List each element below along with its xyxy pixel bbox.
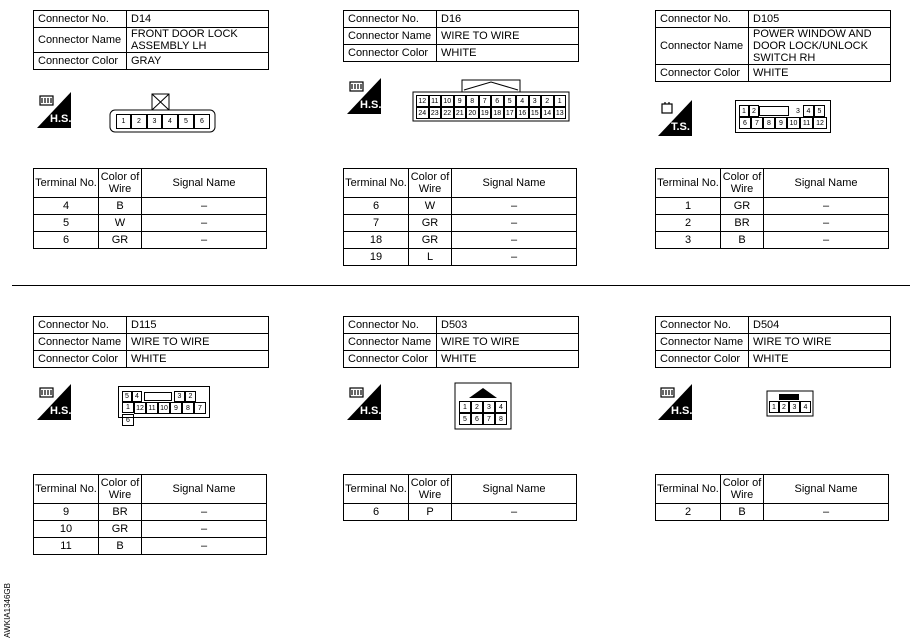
connector-info-table: Connector No. D14 Connector Name FRONT DOOR LOCK ASSEMBLY LH Connector Color GRAY bbox=[33, 10, 269, 70]
connector-number: D14 bbox=[127, 11, 269, 28]
harness-side-badge bbox=[37, 384, 71, 420]
pin-grid: 1 2 3 4 5 6 7 8 9 10 11 12 bbox=[735, 100, 831, 133]
badge-label: T.S. bbox=[671, 121, 690, 133]
key-slot bbox=[144, 392, 172, 401]
connector-name: FRONT DOOR LOCK ASSEMBLY LH bbox=[127, 28, 269, 53]
table-row: 6 GR – bbox=[34, 232, 267, 249]
connector-name: WIRE TO WIRE bbox=[437, 28, 579, 45]
harness-side-badge bbox=[347, 78, 381, 114]
connector-color: WHITE bbox=[437, 45, 579, 62]
table-row: 6 P – bbox=[344, 504, 577, 521]
connector-number: D115 bbox=[127, 317, 269, 334]
connector-d14 bbox=[33, 10, 269, 70]
table-row: 9 BR – bbox=[34, 504, 267, 521]
connector-d504 bbox=[655, 316, 891, 368]
table-row: 19 L – bbox=[344, 249, 577, 266]
connector-d16 bbox=[343, 10, 579, 62]
terminal-side-badge bbox=[658, 100, 692, 136]
terminal-table-d14: Terminal No. Color of Wire Signal Name 4 B – 5 W – 6 GR – bbox=[33, 168, 267, 249]
connector-name: WIRE TO WIRE bbox=[127, 334, 269, 351]
connector-color: WHITE bbox=[127, 351, 269, 368]
connector-number: D16 bbox=[437, 11, 579, 28]
harness-side-badge bbox=[658, 384, 692, 420]
pin-grid: 5 4 3 2 1 12 11 10 9 8 7 6 bbox=[118, 386, 210, 418]
connector-d105 bbox=[655, 10, 891, 82]
terminal-table-d16: Terminal No. Color of Wire Signal Name 6 W – 7 GR – 18 GR – 19 L – bbox=[343, 168, 577, 266]
connector-info-table: Connector No. D504 Connector Name WIRE TO WIRE Connector Color WHITE bbox=[655, 316, 891, 368]
connector-number: D504 bbox=[749, 317, 891, 334]
pin-row-top: 1 2 3 4 bbox=[769, 401, 811, 413]
badge-label: H.S. bbox=[671, 405, 693, 417]
harness-side-badge bbox=[37, 92, 71, 128]
table-row: 1 GR – bbox=[656, 198, 889, 215]
terminal-table-d115: Terminal No. Color of Wire Signal Name 9 BR – 10 GR – 11 B – bbox=[33, 474, 267, 555]
table-row: 2 B – bbox=[656, 504, 889, 521]
connector-face-d16 bbox=[412, 78, 570, 122]
table-row: 5 W – bbox=[34, 215, 267, 232]
connector-name: WIRE TO WIRE bbox=[437, 334, 579, 351]
connector-name: WIRE TO WIRE bbox=[749, 334, 891, 351]
table-row: 2 BR – bbox=[656, 215, 889, 232]
badge-label: H.S. bbox=[50, 405, 72, 417]
connector-number: D503 bbox=[437, 317, 579, 334]
connector-face-d105 bbox=[735, 100, 831, 133]
badge-label: H.S. bbox=[360, 405, 382, 417]
table-row: 10 GR – bbox=[34, 521, 267, 538]
connector-color: WHITE bbox=[749, 351, 891, 368]
terminal-table-d105: Terminal No. Color of Wire Signal Name 1 GR – 2 BR – 3 B – bbox=[655, 168, 889, 249]
terminal-table-d504: Terminal No. Color of Wire Signal Name 2 B – bbox=[655, 474, 889, 521]
pin-grid: 1 2 3 4 5 6 7 8 bbox=[459, 401, 507, 425]
figure-code: AWKIA1346GB bbox=[3, 583, 12, 638]
connector-face-d115 bbox=[118, 386, 210, 424]
section-divider bbox=[12, 285, 910, 286]
connector-info-table: Connector No. D503 Connector Name WIRE TO WIRE Connector Color WHITE bbox=[343, 316, 579, 368]
connector-d115 bbox=[33, 316, 269, 368]
terminal-table-d503: Terminal No. Color of Wire Signal Name 6 P – bbox=[343, 474, 577, 521]
connector-number: D105 bbox=[749, 11, 891, 28]
table-row: 4 B – bbox=[34, 198, 267, 215]
connector-info-table: Connector No. D16 Connector Name WIRE TO WIRE Connector Color WHITE bbox=[343, 10, 579, 62]
table-row: 11 B – bbox=[34, 538, 267, 555]
connector-color: WHITE bbox=[749, 65, 891, 82]
connector-d503 bbox=[343, 316, 579, 368]
connector-color: GRAY bbox=[127, 53, 269, 70]
table-row: 6 W – bbox=[344, 198, 577, 215]
table-row: 3 B – bbox=[656, 232, 889, 249]
table-row: 18 GR – bbox=[344, 232, 577, 249]
connector-info-table: Connector No. D105 Connector Name POWER WINDOW AND DOOR LOCK/UNLOCK SWITCH RH Connector Color WHITE bbox=[655, 10, 891, 82]
pin-row-top: 1 2 3 4 5 6 bbox=[116, 114, 210, 129]
connector-info-table: Connector No. D115 Connector Name WIRE TO WIRE Connector Color WHITE bbox=[33, 316, 269, 368]
connector-color: WHITE bbox=[437, 351, 579, 368]
connector-name: POWER WINDOW AND DOOR LOCK/UNLOCK SWITCH RH bbox=[749, 28, 891, 65]
badge-label: H.S. bbox=[50, 113, 72, 125]
connector-face-d503 bbox=[454, 382, 512, 430]
harness-side-badge bbox=[347, 384, 381, 420]
table-row: 7 GR – bbox=[344, 215, 577, 232]
pin-grid: 12 11 10 9 8 7 6 5 4 3 2 1 24 23 22 21 20 19 18 17 16 15 14 13 bbox=[416, 95, 566, 119]
connector-face-d504 bbox=[766, 390, 814, 417]
badge-label: H.S. bbox=[360, 99, 382, 111]
key-slot bbox=[759, 106, 789, 116]
connector-face-d14 bbox=[109, 93, 216, 133]
